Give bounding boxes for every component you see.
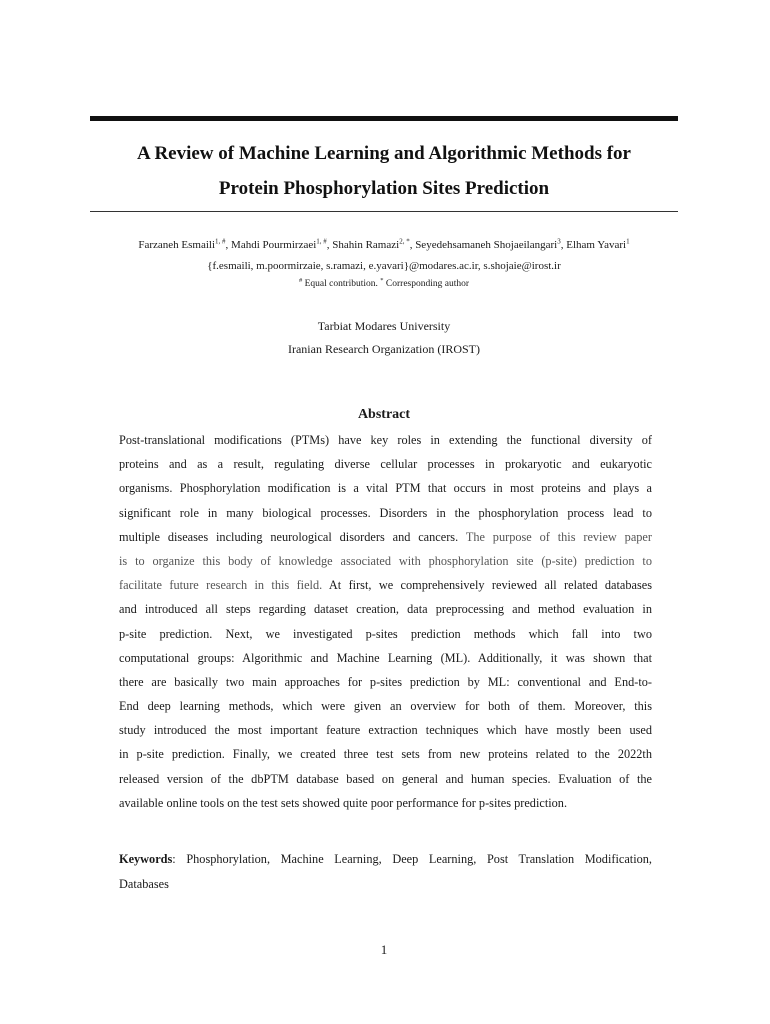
abstract-line: organisms. Phosphorylation modification is a vital PTM that occurs in most proteins and plays a [119, 481, 652, 496]
keywords-line [119, 847, 652, 872]
abstract-text: At first, we comprehensively reviewed all related databases [322, 578, 652, 593]
author-affiliation-mark: 1, # [215, 237, 226, 246]
keywords-label: Keywords [119, 852, 173, 866]
keywords-line: Databases [119, 877, 169, 891]
author-affiliation-mark: 3 [557, 237, 561, 246]
author [415, 239, 566, 251]
abstract-text-grey: facilitate future research in this field. [119, 578, 323, 593]
paper-title-line-2: Protein Phosphorylation Sites Prediction [218, 178, 550, 199]
abstract-line: significant role in many biological processes. Disorders in the phosphorylation process lead to [119, 505, 652, 520]
author-list [90, 238, 678, 252]
author [231, 239, 332, 251]
author-emails: {f.esmaili, m.poormirzaie, s.ramazi, e.yavari}@modares.ac.ir, s.shojaie@irost.ir [207, 260, 561, 272]
abstract-line: is to organize this body of knowledge associated with phosphorylation site (p-site) prediction to [119, 553, 652, 568]
paper-title-line-1: A Review of Machine Learning and Algorithmic Methods for [137, 143, 631, 164]
abstract-heading: Abstract [357, 407, 411, 422]
abstract-line [119, 573, 652, 597]
author-affiliation-mark: 2, * [399, 237, 410, 246]
abstract-line: End deep learning methods, which were given an overview for both of them. Moreover, this [119, 699, 652, 714]
page-number: 1 [380, 942, 388, 957]
abstract-text: multiple diseases including neurological disorders and cancers. [119, 529, 459, 544]
abstract-line: study introduced the most important feature extraction techniques which have mostly been used [119, 723, 652, 738]
author-name: Farzaneh Esmaili [138, 239, 216, 251]
author-separator: , [225, 239, 232, 251]
author [138, 239, 231, 251]
affiliation-1: Tarbiat Modares University [317, 319, 451, 333]
abstract-line [119, 525, 652, 549]
abstract-line: available online tools on the test sets showed quite poor performance for p-sites prediction. [119, 795, 568, 810]
abstract-line: released version of the dbPTM database based on general and human species. Evaluation of the [119, 771, 652, 786]
abstract-line: p-site prediction. Next, we investigated p-sites prediction methods which fall into two [119, 626, 652, 641]
author-name: Mahdi Pourmirzaei [231, 239, 317, 251]
abstract-text-grey: The purpose of this review paper [458, 529, 652, 544]
corresponding-author-text: Corresponding author [383, 279, 470, 289]
keywords-section [119, 847, 652, 897]
affiliation-2: Iranian Research Organization (IROST) [287, 342, 481, 356]
equal-contribution-mark: # [298, 276, 303, 284]
author [332, 239, 415, 251]
keywords-text: : Phosphorylation, Machine Learning, Deep Learning, Post Translation Modification, [172, 852, 652, 866]
title-rule [90, 211, 678, 212]
author-name: Shahin Ramazi [332, 239, 400, 251]
contribution-note [90, 278, 678, 291]
abstract-line: Post-translational modifications (PTMs) have key roles in extending the functional diversity of [119, 433, 652, 447]
author-separator: , [326, 239, 333, 251]
abstract-line: in p-site prediction. Finally, we created three test sets from new proteins related to the 2022th [119, 747, 652, 762]
abstract-body [119, 428, 652, 815]
author [566, 239, 629, 251]
abstract-line: and introduced all steps regarding dataset creation, data preprocessing and method evaluation in [119, 602, 652, 617]
author-separator: , [560, 239, 567, 251]
author-name: Seyedehsamaneh Shojaeilangari [415, 239, 558, 251]
author-affiliation-mark: 1, # [316, 237, 327, 246]
equal-contribution-text: Equal contribution. [302, 279, 381, 289]
top-rule [90, 116, 678, 121]
author-separator: , [409, 239, 416, 251]
author-affiliation-mark: 1 [626, 237, 630, 246]
abstract-line: proteins and as a result, regulating diverse cellular processes in prokaryotic and eukaryotic [119, 457, 652, 472]
abstract-line: computational groups: Algorithmic and Machine Learning (ML). Additionally, it was shown that [119, 650, 652, 665]
corresponding-author-mark: * [380, 276, 384, 284]
author-name: Elham Yavari [566, 239, 627, 251]
abstract-line: there are basically two main approaches for p-sites prediction by ML: conventional and End-to- [119, 674, 652, 689]
